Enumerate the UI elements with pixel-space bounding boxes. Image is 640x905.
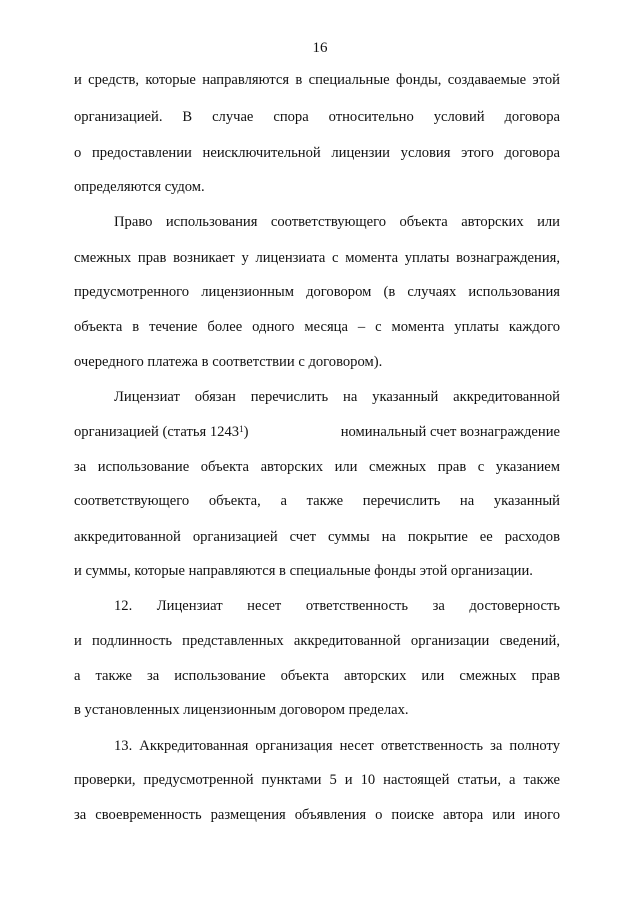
text-line: за своевременность размещения объявления о поиске автора или иного bbox=[74, 807, 560, 823]
text-line-with-footnote bbox=[74, 422, 560, 442]
text-line: 13. Аккредитованная организация несет ответственность за полноту bbox=[114, 738, 560, 754]
text-line: смежных прав возникает у лицензиата с момента уплаты вознаграждения, bbox=[74, 250, 560, 266]
text-line: очередного платежа в соответствии с договором). bbox=[74, 354, 383, 370]
text-line: в установленных лицензионным договором пределах. bbox=[74, 702, 409, 718]
line-paren: ) bbox=[243, 424, 249, 440]
text-line: и подлинность представленных аккредитованной организации сведений, bbox=[74, 633, 560, 649]
text-line: объекта в течение более одного месяца – с момента уплаты каждого bbox=[74, 319, 560, 335]
text-line: соответствующего объекта, а также перечислить на указанный bbox=[74, 493, 560, 509]
text-line: 12. Лицензиат несет ответственность за достоверность bbox=[114, 598, 560, 614]
text-line: и суммы, которые направляются в специальные фонды этой организации. bbox=[74, 563, 533, 579]
text-line: определяются судом. bbox=[74, 179, 205, 195]
text-line: организацией. В случае спора относительно условий договора bbox=[74, 109, 560, 125]
line-suffix: номинальный счет вознаграждение bbox=[340, 424, 560, 440]
text-line: и средств, которые направляются в специальные фонды, создаваемые этой bbox=[74, 72, 560, 88]
text-line: а также за использование объекта авторских или смежных прав bbox=[74, 668, 560, 684]
text-line: аккредитованной организацией счет суммы на покрытие ее расходов bbox=[74, 529, 560, 545]
text-line: проверки, предусмотренной пунктами 5 и 10 настоящей статьи, а также bbox=[74, 772, 560, 788]
text-line: за использование объекта авторских или смежных прав с указанием bbox=[74, 459, 560, 475]
text-line: Лицензиат обязан перечислить на указанный аккредитованной bbox=[114, 389, 560, 405]
line-prefix: организацией (статья 1243 bbox=[74, 424, 240, 440]
text-line: предусмотренного лицензионным договором (в случаях использования bbox=[74, 284, 560, 300]
text-line: Право использования соответствующего объекта авторских или bbox=[114, 214, 560, 230]
text-line: о предоставлении неисключительной лицензии условия этого договора bbox=[74, 145, 560, 161]
page-number: 16 bbox=[312, 40, 328, 56]
footnote-mark: 1 bbox=[239, 424, 244, 434]
